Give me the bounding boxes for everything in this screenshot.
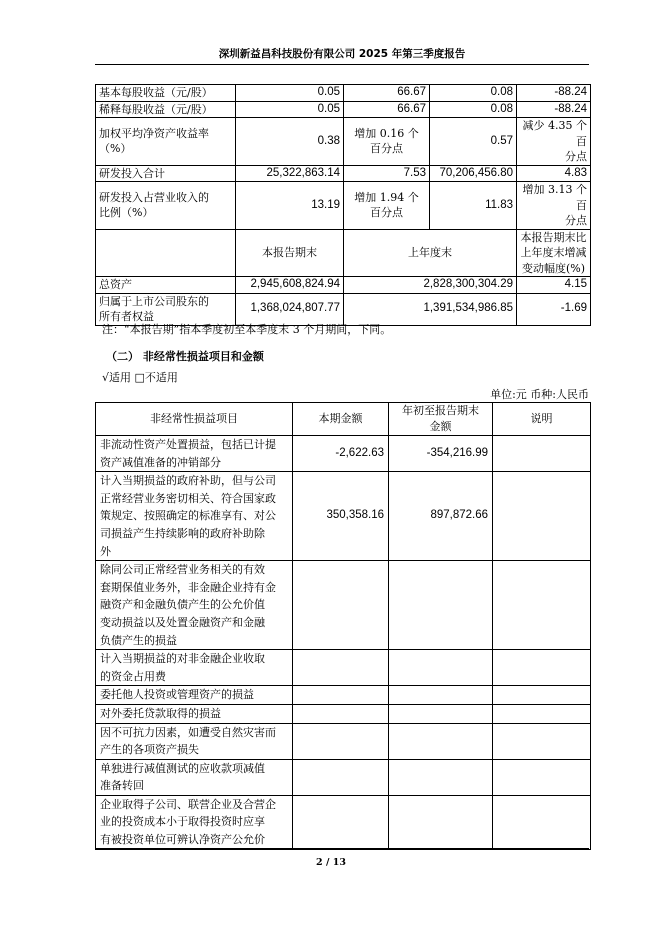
item-description bbox=[96, 650, 293, 686]
item-description-line: 单独进行减值测试的应收款项减值 bbox=[100, 761, 265, 775]
column-header: 上年度末 bbox=[344, 229, 517, 277]
column-header-note: 说明 bbox=[493, 403, 591, 436]
row-label bbox=[96, 182, 236, 230]
row-label: 基本每股收益（元/股） bbox=[96, 85, 236, 102]
cell-value: 70,206,456.80 bbox=[430, 165, 517, 182]
item-description-line: 委托他人投资或管理资产的损益 bbox=[100, 688, 254, 702]
item-description-line: 计入当期损益的对非金融企业收取 bbox=[100, 652, 265, 666]
row-label-line: 归属于上市公司股东的 bbox=[99, 294, 209, 308]
cell-line: 减少 4.35 个百 bbox=[522, 119, 587, 148]
item-description-line: 产生的各项资产损失 bbox=[100, 743, 199, 757]
table-row bbox=[96, 686, 591, 705]
cell-line: 变动幅度(%) bbox=[521, 261, 586, 275]
item-note bbox=[493, 650, 591, 686]
cell-value: 66.67 bbox=[344, 85, 430, 102]
item-description-line: 准备转回 bbox=[100, 779, 144, 793]
current-amount bbox=[293, 686, 389, 705]
row-label-line: （%） bbox=[99, 142, 132, 156]
table-row bbox=[96, 101, 591, 118]
table-row bbox=[96, 165, 591, 182]
table-row bbox=[96, 561, 591, 650]
item-description bbox=[96, 759, 293, 795]
table-row bbox=[96, 704, 591, 723]
row-label: 稀释每股收益（元/股） bbox=[96, 101, 236, 118]
header-rule bbox=[95, 64, 589, 65]
page-number: 2 / 13 bbox=[316, 857, 346, 868]
applicability-checkboxes: √适用 □不适用 bbox=[102, 371, 178, 384]
item-description-line: 有被投资单位可辨认净资产公允价 bbox=[100, 833, 265, 847]
item-note bbox=[493, 561, 591, 650]
cell-value: 1,368,024,807.77 bbox=[236, 293, 344, 325]
table-row bbox=[96, 795, 591, 849]
cell-line: 增加 3.13 个百 bbox=[522, 183, 587, 212]
item-description-line: 负债产生的损益 bbox=[100, 633, 177, 647]
item-description-line: 因不可抗力因素，如遭受自然灾害而 bbox=[100, 725, 276, 739]
column-header-ytd bbox=[389, 403, 493, 436]
current-amount bbox=[293, 650, 389, 686]
cell-value: 0.08 bbox=[430, 85, 517, 102]
cell-line: 增加 1.94 个 bbox=[354, 190, 419, 204]
cell-line: 百分点 bbox=[370, 142, 403, 156]
item-description-line: 对外委托贷款取得的损益 bbox=[100, 706, 221, 720]
page-header-title: 深圳新益昌科技股份有限公司 2025 年第三季度报告 bbox=[218, 48, 466, 60]
cell-value: 13.19 bbox=[236, 182, 344, 230]
item-note bbox=[493, 704, 591, 723]
item-description-line: 变动损益以及处置金融资产和金融 bbox=[100, 615, 265, 629]
current-amount bbox=[293, 723, 389, 759]
ytd-amount bbox=[389, 759, 493, 795]
cell-line: 年初至报告期末 bbox=[402, 404, 479, 417]
cell-value: 11.83 bbox=[430, 182, 517, 230]
cell-value: -88.24 bbox=[517, 85, 591, 102]
cell-value: -1.69 bbox=[517, 293, 591, 325]
column-header bbox=[517, 229, 591, 277]
item-note bbox=[493, 436, 591, 472]
currency-unit: 单位:元 币种:人民币 bbox=[490, 388, 589, 401]
non-recurring-items-table bbox=[95, 402, 591, 850]
item-description-line: 资产减值准备的冲销部分 bbox=[100, 455, 221, 469]
cell-value: 0.08 bbox=[430, 101, 517, 118]
cell-value bbox=[517, 118, 591, 166]
current-amount: -2,622.63 bbox=[293, 436, 389, 472]
table-note: 注：“本报告期”指本季度初至本季度末 3 个月期间，下同。 bbox=[102, 323, 392, 336]
current-amount bbox=[293, 795, 389, 849]
section-title: （二） 非经常性损益项目和金额 bbox=[106, 350, 264, 363]
item-note bbox=[493, 723, 591, 759]
table-header-row bbox=[96, 229, 591, 277]
item-description-line: 企业取得子公司、联营企业及合营企 bbox=[100, 797, 276, 811]
item-note bbox=[493, 795, 591, 849]
ytd-amount bbox=[389, 723, 493, 759]
cell-value bbox=[344, 182, 430, 230]
cell-line: 本报告期末比 bbox=[520, 230, 587, 244]
table-row bbox=[96, 472, 591, 561]
cell-value bbox=[344, 118, 430, 166]
footer-rule bbox=[95, 848, 589, 849]
table-row bbox=[96, 277, 591, 294]
cell-line: 上年度末增减 bbox=[520, 246, 587, 259]
empty-cell bbox=[96, 229, 236, 277]
cell-line: 分点 bbox=[565, 150, 587, 163]
cell-value: 0.05 bbox=[236, 85, 344, 102]
table-row bbox=[96, 85, 591, 102]
table-row bbox=[96, 650, 591, 686]
item-description-line: 业的投资成本小于取得投资时应享 bbox=[100, 815, 265, 829]
row-label: 研发投入合计 bbox=[96, 165, 236, 182]
row-label-line: 研发投入占营业收入的 bbox=[99, 190, 209, 204]
cell-value: 1,391,534,986.85 bbox=[344, 293, 517, 325]
item-description-line: 非流动性资产处置损益，包括已计提 bbox=[100, 438, 276, 451]
item-description bbox=[96, 795, 293, 849]
item-description-line: 司损益产生持续影响的政府补助除 bbox=[100, 526, 265, 540]
table-row bbox=[96, 118, 591, 166]
table-row bbox=[96, 436, 591, 472]
ytd-amount bbox=[389, 650, 493, 686]
item-description bbox=[96, 436, 293, 472]
item-description bbox=[96, 723, 293, 759]
cell-value: 66.67 bbox=[344, 101, 430, 118]
item-description-line: 外 bbox=[100, 544, 111, 558]
ytd-amount: 897,872.66 bbox=[389, 472, 493, 561]
item-description-line: 融资产和金融负债产生的公允价值 bbox=[100, 598, 265, 612]
item-description-line: 策规定、按照确定的标准享有、对公 bbox=[100, 509, 276, 523]
key-financial-data-table bbox=[95, 84, 591, 326]
table-row bbox=[96, 182, 591, 230]
item-description bbox=[96, 561, 293, 650]
item-note bbox=[493, 472, 591, 561]
item-description-line: 除同公司正常经营业务相关的有效 bbox=[100, 563, 265, 577]
item-note bbox=[493, 686, 591, 705]
ytd-amount: -354,216.99 bbox=[389, 436, 493, 472]
cell-value: 4.15 bbox=[517, 277, 591, 294]
cell-value: 0.38 bbox=[236, 118, 344, 166]
table-row bbox=[96, 759, 591, 795]
current-amount bbox=[293, 759, 389, 795]
cell-line: 金额 bbox=[429, 420, 452, 433]
row-label-line: 所有者权益 bbox=[99, 310, 154, 323]
current-amount bbox=[293, 704, 389, 723]
ytd-amount bbox=[389, 704, 493, 723]
item-description-line: 套期保值业务外，非金融企业持有金 bbox=[100, 580, 276, 594]
item-note bbox=[493, 759, 591, 795]
column-header-current: 本期金额 bbox=[293, 403, 389, 436]
item-description bbox=[96, 472, 293, 561]
cell-value: -88.24 bbox=[517, 101, 591, 118]
item-description bbox=[96, 704, 293, 723]
ytd-amount bbox=[389, 795, 493, 849]
item-description-line: 的资金占用费 bbox=[100, 669, 166, 683]
cell-value: 0.57 bbox=[430, 118, 517, 166]
row-label-line: 加权平均净资产收益率 bbox=[99, 126, 209, 140]
cell-value bbox=[517, 182, 591, 230]
cell-value: 2,945,608,824.94 bbox=[236, 277, 344, 294]
cell-value: 0.05 bbox=[236, 101, 344, 118]
column-header: 本报告期末 bbox=[236, 229, 344, 277]
cell-value: 25,322,863.14 bbox=[236, 165, 344, 182]
cell-line: 百分点 bbox=[370, 206, 403, 220]
column-header-item: 非经常性损益项目 bbox=[96, 403, 293, 436]
row-label bbox=[96, 118, 236, 166]
cell-line: 分点 bbox=[565, 214, 587, 227]
current-amount bbox=[293, 561, 389, 650]
cell-value: 4.83 bbox=[517, 165, 591, 182]
item-description-line: 计入当期损益的政府补助，但与公司 bbox=[100, 474, 276, 488]
ytd-amount bbox=[389, 561, 493, 650]
row-label-line: 比例（%） bbox=[99, 206, 154, 220]
item-description bbox=[96, 686, 293, 705]
row-label: 总资产 bbox=[96, 277, 236, 294]
table-row bbox=[96, 723, 591, 759]
cell-value: 7.53 bbox=[344, 165, 430, 182]
table-header-row bbox=[96, 403, 591, 436]
current-amount: 350,358.16 bbox=[293, 472, 389, 561]
cell-value: 2,828,300,304.29 bbox=[344, 277, 517, 294]
cell-line: 增加 0.16 个 bbox=[354, 126, 419, 140]
item-description-line: 正常经营业务密切相关、符合国家政 bbox=[100, 491, 276, 505]
ytd-amount bbox=[389, 686, 493, 705]
